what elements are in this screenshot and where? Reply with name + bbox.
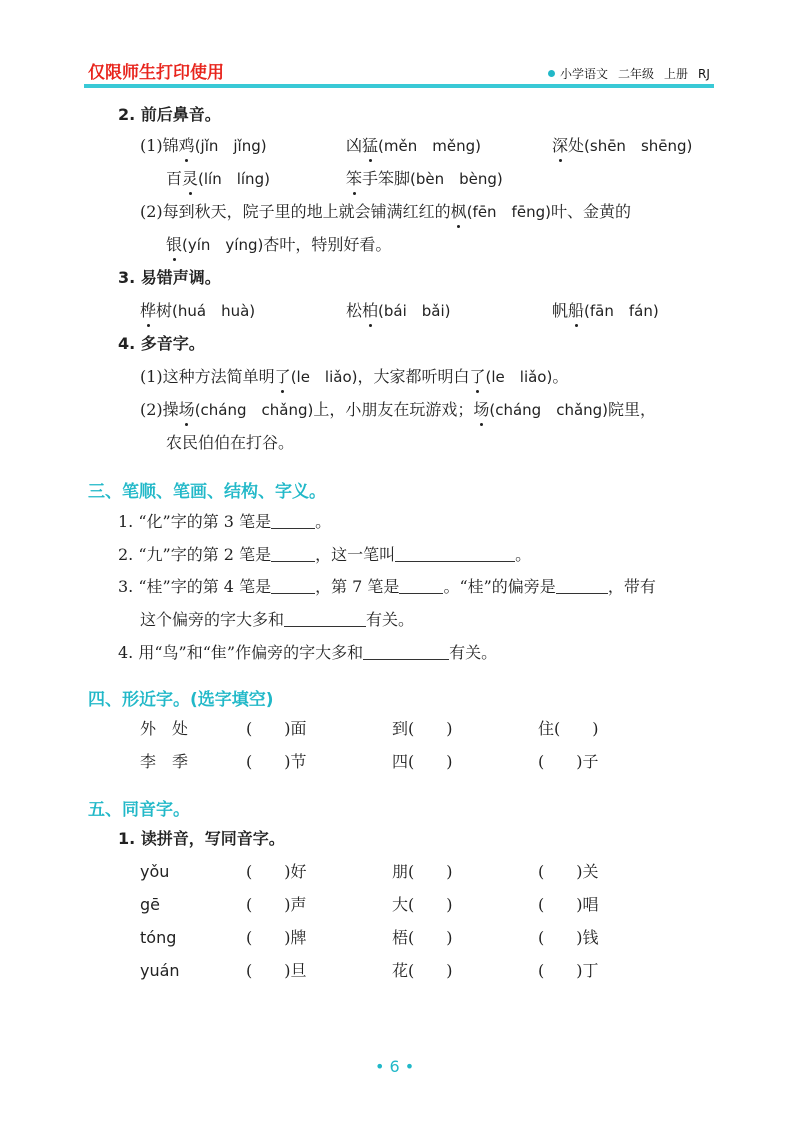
answer-blank[interactable] <box>556 577 608 594</box>
sec4-row1-chars: 外 处 <box>140 719 189 738</box>
answer-blank[interactable] <box>399 577 443 594</box>
sec5-row1-c2[interactable]: 朋( ) <box>392 862 453 881</box>
section-5-title: 五、同音字。 <box>88 800 190 820</box>
edition: RJ <box>698 67 710 81</box>
q2-sentence-line1: (2)每到秋天，院子里的地上就会铺满红红的枫(fēn fēng)叶、金黄的 <box>140 202 631 221</box>
q2-item-4: 百灵(lín líng) <box>166 169 270 188</box>
sec3-q4: 4. 用“鸟”和“隹”作偏旁的字大多和 有关。 <box>118 643 498 662</box>
sec4-row1-c2[interactable]: 到( ) <box>392 719 453 738</box>
sec5-row3-pinyin: tóng <box>140 928 177 947</box>
restricted-notice: 仅限师生打印使用 <box>88 63 224 83</box>
sec5-row3-c1[interactable]: ( )牌 <box>246 928 307 947</box>
header-divider <box>84 84 714 88</box>
q3-item-2: 松柏(bái bǎi) <box>346 301 451 320</box>
sec5-row4-c1[interactable]: ( )旦 <box>246 961 307 980</box>
q2-sentence-line2: 银(yín yíng)杏叶，特别好看。 <box>166 235 392 254</box>
section-3-title: 三、笔顺、笔画、结构、字义。 <box>88 482 326 502</box>
volume: 上册 <box>664 67 689 81</box>
answer-blank[interactable] <box>271 545 315 562</box>
q2-item-2: 凶猛(měn měng) <box>346 136 481 155</box>
sec3-q2: 2. “九”字的第 2 笔是 ，这一笔叫 。 <box>118 545 532 564</box>
answer-blank[interactable] <box>395 545 515 562</box>
sec5-row1-pinyin: yǒu <box>140 862 170 881</box>
sec4-row2-c1[interactable]: ( )节 <box>246 752 307 771</box>
sec5-row4-pinyin: yuán <box>140 961 180 980</box>
page-number: • 6 • <box>375 1057 415 1076</box>
sec5-row2-pinyin: gē <box>140 895 160 914</box>
answer-blank[interactable] <box>271 577 315 594</box>
sec5-row1-c1[interactable]: ( )好 <box>246 862 307 881</box>
sec5-row4-c3[interactable]: ( )丁 <box>538 961 599 980</box>
q2-item-5: 笨手笨脚(bèn bèng) <box>346 169 503 188</box>
sec4-row1-c1[interactable]: ( )面 <box>246 719 307 738</box>
sec5-row3-c3[interactable]: ( )钱 <box>538 928 599 947</box>
q4-title: 4. 多音字。 <box>118 334 205 353</box>
sec4-row1-c3[interactable]: 住( ) <box>538 719 599 738</box>
q2-title: 2. 前后鼻音。 <box>118 105 221 124</box>
subject: 小学语文 <box>560 67 609 81</box>
answer-blank[interactable] <box>284 610 366 627</box>
q3-item-3: 帆船(fān fán) <box>552 301 659 320</box>
sec4-row2-c2[interactable]: 四( ) <box>392 752 453 771</box>
sec5-row2-c3[interactable]: ( )唱 <box>538 895 599 914</box>
section-4-title: 四、形近字。(选字填空) <box>88 690 274 710</box>
answer-blank[interactable] <box>363 643 449 660</box>
q3-item-1: 桦树(huá huà) <box>140 301 256 320</box>
sec5-row1-c3[interactable]: ( )关 <box>538 862 599 881</box>
sec5-row3-c2[interactable]: 梧( ) <box>392 928 453 947</box>
sec4-row2-c3[interactable]: ( )子 <box>538 752 599 771</box>
grade: 二年级 <box>618 67 655 81</box>
sec3-q3: 3. “桂”字的第 4 笔是 ，第 7 笔是 。“桂”的偏旁是 ，带有 <box>118 577 656 596</box>
sec5-subtitle: 1. 读拼音，写同音字。 <box>118 829 285 848</box>
header-info <box>548 65 710 82</box>
q3-title: 3. 易错声调。 <box>118 268 221 287</box>
q2-item-3: 深处(shēn shēng) <box>552 136 693 155</box>
sec3-q1: 1. “化”字的第 3 笔是 。 <box>118 512 332 531</box>
q4-sentence-1: (1)这种方法简单明了(le liǎo)，大家都听明白了(le liǎo)。 <box>140 367 569 386</box>
q4-sentence-2: (2)操场(cháng chǎng)上，小朋友在玩游戏；场(cháng chǎng)院里， <box>140 400 657 419</box>
sec5-row2-c1[interactable]: ( )声 <box>246 895 307 914</box>
answer-blank[interactable] <box>271 512 315 529</box>
sec4-row2-chars: 李 季 <box>140 752 189 771</box>
sec3-q3-cont: 这个偏旁的字大多和 有关。 <box>140 610 415 629</box>
q4-sentence-2-cont: 农民伯伯在打谷。 <box>166 433 295 452</box>
bullet-icon <box>548 70 555 77</box>
q2-item-1: (1)锦鸡(jǐn jǐng) <box>140 136 267 155</box>
sec5-row2-c2[interactable]: 大( ) <box>392 895 453 914</box>
sec5-row4-c2[interactable]: 花( ) <box>392 961 453 980</box>
